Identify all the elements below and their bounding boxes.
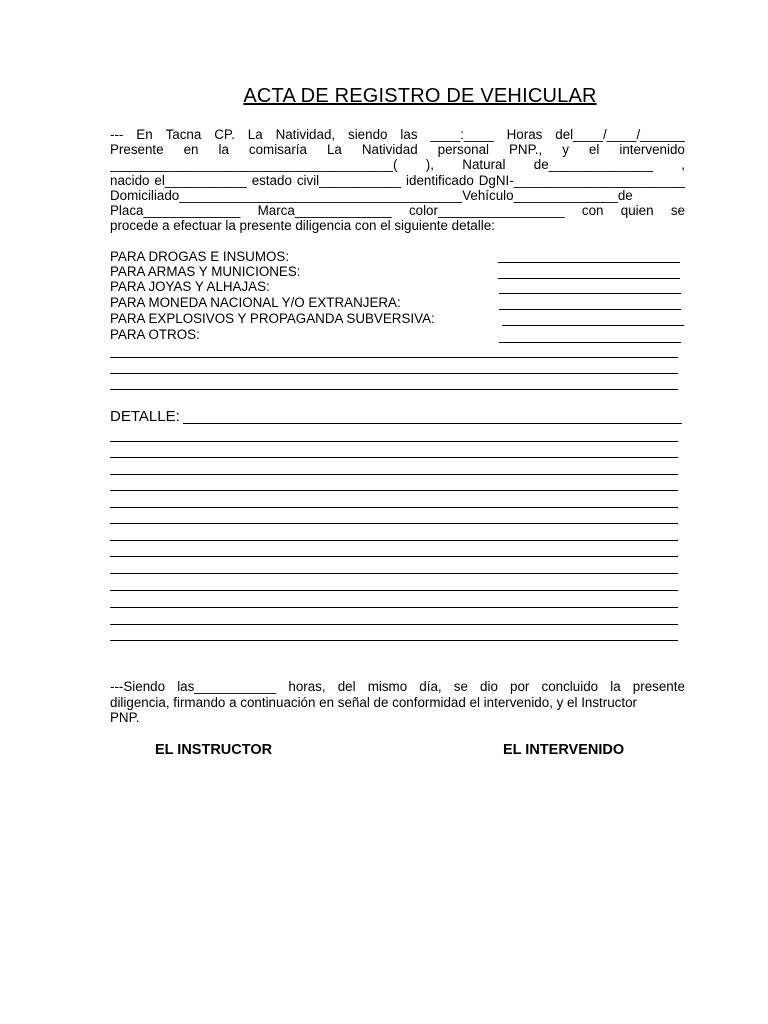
blank-explosivos xyxy=(502,313,684,326)
detalle-rule xyxy=(110,441,678,442)
closing-l1-word: la xyxy=(610,679,621,694)
intro-l3-word: de______________ xyxy=(533,157,653,172)
intro-l1-word: las xyxy=(400,127,418,142)
intro-l3-word: ), xyxy=(425,157,434,172)
intro-line-1 xyxy=(110,127,685,142)
intro-line-6 xyxy=(110,203,685,218)
blank-moneda xyxy=(499,297,681,310)
intro-l4-word: nacido xyxy=(110,173,150,188)
intro-l2-word: Natividad xyxy=(361,142,418,157)
intro-line-2 xyxy=(110,142,685,157)
document-title: ACTA DE REGISTRO DE VEHICULAR xyxy=(243,85,597,107)
closing-line-3: PNP. xyxy=(110,710,140,725)
intro-l1-word: del____/____/______ xyxy=(555,127,685,142)
detalle-rule xyxy=(110,490,678,491)
closing-l1-word: ---Siendo xyxy=(110,679,166,694)
detalle-rule xyxy=(110,540,678,541)
detalle-first-rule xyxy=(183,423,682,424)
signature-instructor: EL INSTRUCTOR xyxy=(155,742,273,758)
intro-l1-word: --- xyxy=(110,127,124,142)
item-moneda: PARA MONEDA NACIONAL Y/O EXTRANJERA: xyxy=(110,295,401,310)
detalle-rule xyxy=(110,624,678,625)
intro-line-5 xyxy=(110,188,685,203)
detalle-rule xyxy=(110,474,678,475)
intro-l6-word: Marca_____________ xyxy=(257,203,392,218)
closing-l1-word: concluido xyxy=(541,679,599,694)
closing-l1-word: día, xyxy=(419,679,442,694)
closing-l1-word: del xyxy=(337,679,356,694)
closing-l1-word: horas, xyxy=(288,679,326,694)
otros-rule-1 xyxy=(110,357,678,358)
closing-l1-word: mismo xyxy=(367,679,408,694)
intro-l1-word: Tacna xyxy=(165,127,202,142)
intro-l4-word: identificado xyxy=(406,173,474,188)
blank-otros xyxy=(499,330,681,343)
intro-l6-word: con xyxy=(581,203,604,218)
intro-l3-word: ______________________________________( xyxy=(110,157,398,172)
detalle-rule xyxy=(110,573,678,574)
otros-rule-3 xyxy=(110,389,678,390)
intro-line-3 xyxy=(110,157,685,172)
intro-l2-word: La xyxy=(326,142,342,157)
closing-l1-word: dio xyxy=(480,679,498,694)
blank-armas xyxy=(498,266,680,279)
item-explosivos: PARA EXPLOSIVOS Y PROPAGANDA SUBVERSIVA: xyxy=(110,311,435,326)
intro-l3-word: Natural xyxy=(462,157,506,172)
intro-l6-word: Placa_____________ xyxy=(110,203,241,218)
detalle-rule xyxy=(110,556,678,557)
detalle-rule xyxy=(110,457,678,458)
closing-l1-word: por xyxy=(510,679,530,694)
intro-l1-word: La xyxy=(247,127,263,142)
intro-l4-word: DgNI-_______________________ xyxy=(478,173,685,188)
intro-l3-word: , xyxy=(681,157,685,172)
intro-l1-word: siendo xyxy=(348,127,388,142)
item-joyas: PARA JOYAS Y ALHAJAS: xyxy=(110,279,270,294)
intro-l6-word: se xyxy=(670,203,685,218)
intro-l5-word: Domiciliado______________________________________Vehículo______________de xyxy=(110,188,633,203)
intro-l4-word: el___________ xyxy=(154,173,247,188)
closing-l1-word: se xyxy=(453,679,468,694)
intro-l6-word: quien xyxy=(620,203,654,218)
item-drogas: PARA DROGAS E INSUMOS: xyxy=(110,249,290,264)
intro-l2-word: intervenido xyxy=(619,142,685,157)
intro-l4-word: civil___________ xyxy=(296,173,402,188)
intro-l2-word: Presente xyxy=(110,142,164,157)
intro-l2-word: la xyxy=(218,142,229,157)
intro-line-7: procede a efectuar la presente diligencia con el siguiente detalle: xyxy=(110,218,495,233)
intro-l1-word: CP. xyxy=(214,127,235,142)
intro-l2-word: en xyxy=(183,142,199,157)
closing-l1-word: presente xyxy=(632,679,685,694)
closing-l1-word: las___________ xyxy=(177,679,277,694)
intro-l2-word: comisaría xyxy=(248,142,307,157)
detalle-rule xyxy=(110,590,678,591)
intro-l2-word: y xyxy=(562,142,569,157)
detalle-label: DETALLE: xyxy=(110,408,180,425)
detalle-rule xyxy=(110,507,678,508)
detalle-rule xyxy=(110,523,678,524)
signature-intervenido: EL INTERVENIDO xyxy=(503,742,625,758)
intro-line-4 xyxy=(110,173,685,188)
intro-l1-word: ____:____ xyxy=(430,127,494,142)
blank-joyas xyxy=(499,281,681,294)
item-armas: PARA ARMAS Y MUNICIONES: xyxy=(110,264,301,279)
closing-line-2: diligencia, firmando a continuación en señal de conformidad el intervenido, y el Instructor xyxy=(110,695,638,710)
detalle-rule xyxy=(110,607,678,608)
intro-l2-word: PNP., xyxy=(509,142,543,157)
intro-l1-word: Horas xyxy=(506,127,543,142)
intro-l2-word: el xyxy=(588,142,600,157)
item-otros: PARA OTROS: xyxy=(110,327,200,342)
closing-line-1 xyxy=(110,679,685,694)
intro-l4-word: estado xyxy=(251,173,292,188)
intro-l6-word: color_________________ xyxy=(408,203,565,218)
otros-rule-2 xyxy=(110,373,678,374)
detalle-rule xyxy=(110,640,678,641)
intro-l2-word: personal xyxy=(437,142,490,157)
intro-l1-word: Natividad, xyxy=(275,127,336,142)
blank-drogas xyxy=(498,250,680,263)
intro-l1-word: En xyxy=(136,127,153,142)
